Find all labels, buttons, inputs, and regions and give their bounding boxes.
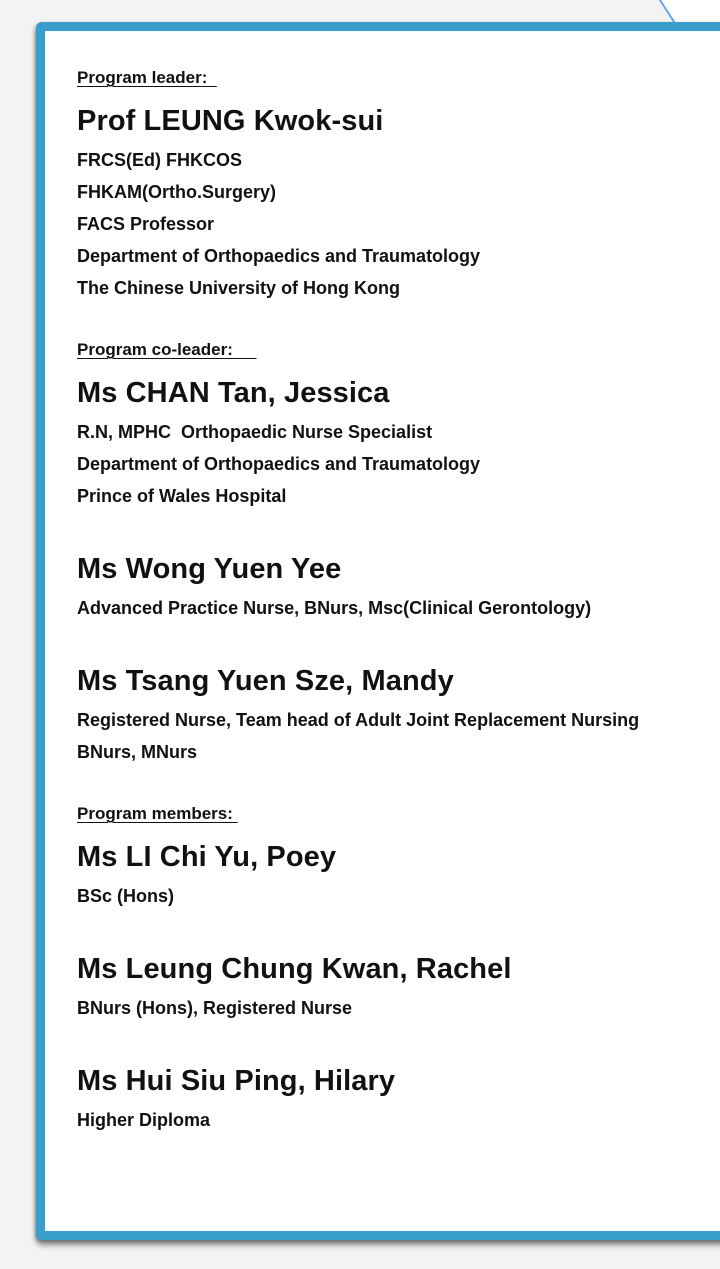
person-name: Ms Hui Siu Ping, Hilary bbox=[77, 1065, 396, 1097]
person-name: Ms Wong Yuen Yee bbox=[77, 553, 342, 585]
person-credential: BSc (Hons) bbox=[77, 886, 175, 906]
person-credential: FHKAM(Ortho.Surgery) bbox=[77, 182, 276, 202]
person-credential: FACS Professor bbox=[77, 214, 215, 234]
person-institution: The Chinese University of Hong Kong bbox=[77, 278, 401, 298]
person-credential: Advanced Practice Nurse, BNurs, Msc(Clinical Gerontology) bbox=[77, 598, 592, 618]
person-credential: BNurs (Hons), Registered Nurse bbox=[77, 998, 353, 1018]
person-name: Prof LEUNG Kwok-sui bbox=[77, 105, 384, 137]
program-team-card bbox=[36, 22, 720, 1240]
person-credential: Higher Diploma bbox=[77, 1110, 211, 1130]
person-credential: FRCS(Ed) FHKCOS bbox=[77, 150, 242, 170]
program-leader-label: Program leader: bbox=[77, 68, 217, 87]
person-name: Ms Leung Chung Kwan, Rachel bbox=[77, 953, 512, 985]
person-institution: Prince of Wales Hospital bbox=[77, 486, 287, 506]
person-name: Ms LI Chi Yu, Poey bbox=[77, 841, 337, 873]
person-credential: Registered Nurse, Team head of Adult Joint Replacement Nursing bbox=[77, 710, 640, 730]
person-credential: R.N, MPHC Orthopaedic Nurse Specialist bbox=[77, 422, 433, 442]
person-credential: BNurs, MNurs bbox=[77, 742, 198, 762]
person-name: Ms Tsang Yuen Sze, Mandy bbox=[77, 665, 454, 697]
program-co-leader-label: Program co-leader: bbox=[77, 340, 257, 359]
program-members-label: Program members: bbox=[77, 804, 238, 823]
person-department: Department of Orthopaedics and Traumatology bbox=[77, 454, 481, 474]
person-department: Department of Orthopaedics and Traumatology bbox=[77, 246, 481, 266]
person-name: Ms CHAN Tan, Jessica bbox=[77, 377, 390, 409]
